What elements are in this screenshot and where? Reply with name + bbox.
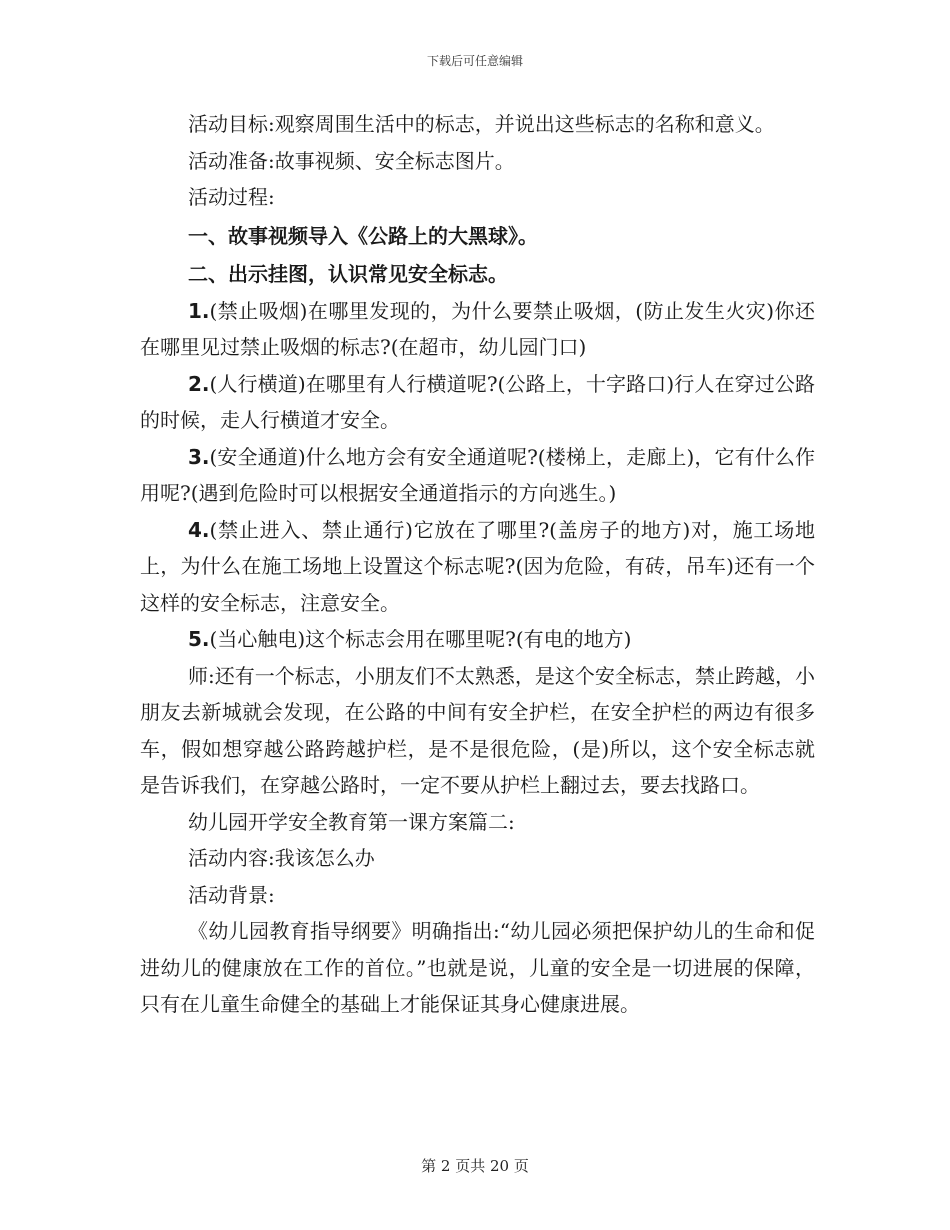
document-body (140, 106, 815, 1023)
page-header: 下载后可任意编辑 (426, 54, 523, 68)
activity-content: 活动内容:我该怎么办 (188, 846, 375, 870)
activity-background: 活动背景: (188, 882, 275, 907)
activity-goal: 活动目标:观察周围生活中的标志，并说出这些标志的名称和意义。 (188, 112, 775, 136)
list-item (140, 621, 815, 658)
teacher-paragraph: 师:还有一个标志，小朋友们不太熟悉，是这个安全标志，禁止跨越，小朋友去新城就会发现，在公路的中间有安全护栏，在安全护栏的两边有很多车，假如想穿越公路跨越护栏，是不是很危险，(是)所以，这个安全标志就是告诉我们，在穿越公路时，一定不要从护栏上翻过去，要去找路口。 (140, 663, 815, 797)
list-number: 1. (188, 298, 210, 323)
list-item (140, 366, 815, 439)
list-text: (安全通道)什么地方会有安全通道呢?(楼梯上，走廊上)，它有什么作用呢?(遇到危险时可以根据安全通道指示的方向逃生。) (140, 444, 815, 505)
section-heading-1: 一、故事视频导入《公路上的大黑球》。 (188, 223, 538, 248)
list-text: (当心触电)这个标志会用在哪里呢?(有电的地方) (209, 627, 632, 651)
plan-title: 幼儿园开学安全教育第一课方案篇二: (188, 809, 515, 834)
section-heading-2: 二、出示挂图，认识常见安全标志。 (188, 262, 508, 286)
list-item (140, 439, 815, 512)
page-footer: 第 2 页共 20 页 (421, 1157, 529, 1175)
list-text: (禁止吸烟)在哪里发现的，为什么要禁止吸烟，(防止发生火灾)你还在哪里见过禁止吸烟的标志?(在超市，幼儿园门口) (140, 298, 815, 359)
activity-process: 活动过程: (188, 185, 275, 209)
list-number: 3. (188, 444, 210, 469)
background-paragraph: 《幼儿园教育指导纲要》明确指出:“幼儿园必须把保护幼儿的生命和促进幼儿的健康放在工作的首位。”也就是说，儿童的安全是一切进展的保障，只有在儿童生命健全的基础上才能保证其身心健康进展。 (140, 919, 815, 1016)
list-text: (人行横道)在哪里有人行横道呢?(公路上，十字路口)行人在穿过公路的时候，走人行横道才安全。 (140, 371, 815, 432)
list-text: (禁止进入、禁止通行)它放在了哪里?(盖房子的地方)对，施工场地上，为什么在施工场地上设置这个标志呢?(因为危险，有砖，吊车)还有一个这样的安全标志，注意安全。 (140, 517, 815, 615)
activity-prep: 活动准备:故事视频、安全标志图片。 (188, 148, 515, 173)
list-item (140, 512, 815, 622)
list-number: 2. (188, 371, 210, 396)
list-number: 5. (188, 627, 210, 651)
list-item (140, 293, 815, 366)
list-number: 4. (188, 517, 210, 542)
